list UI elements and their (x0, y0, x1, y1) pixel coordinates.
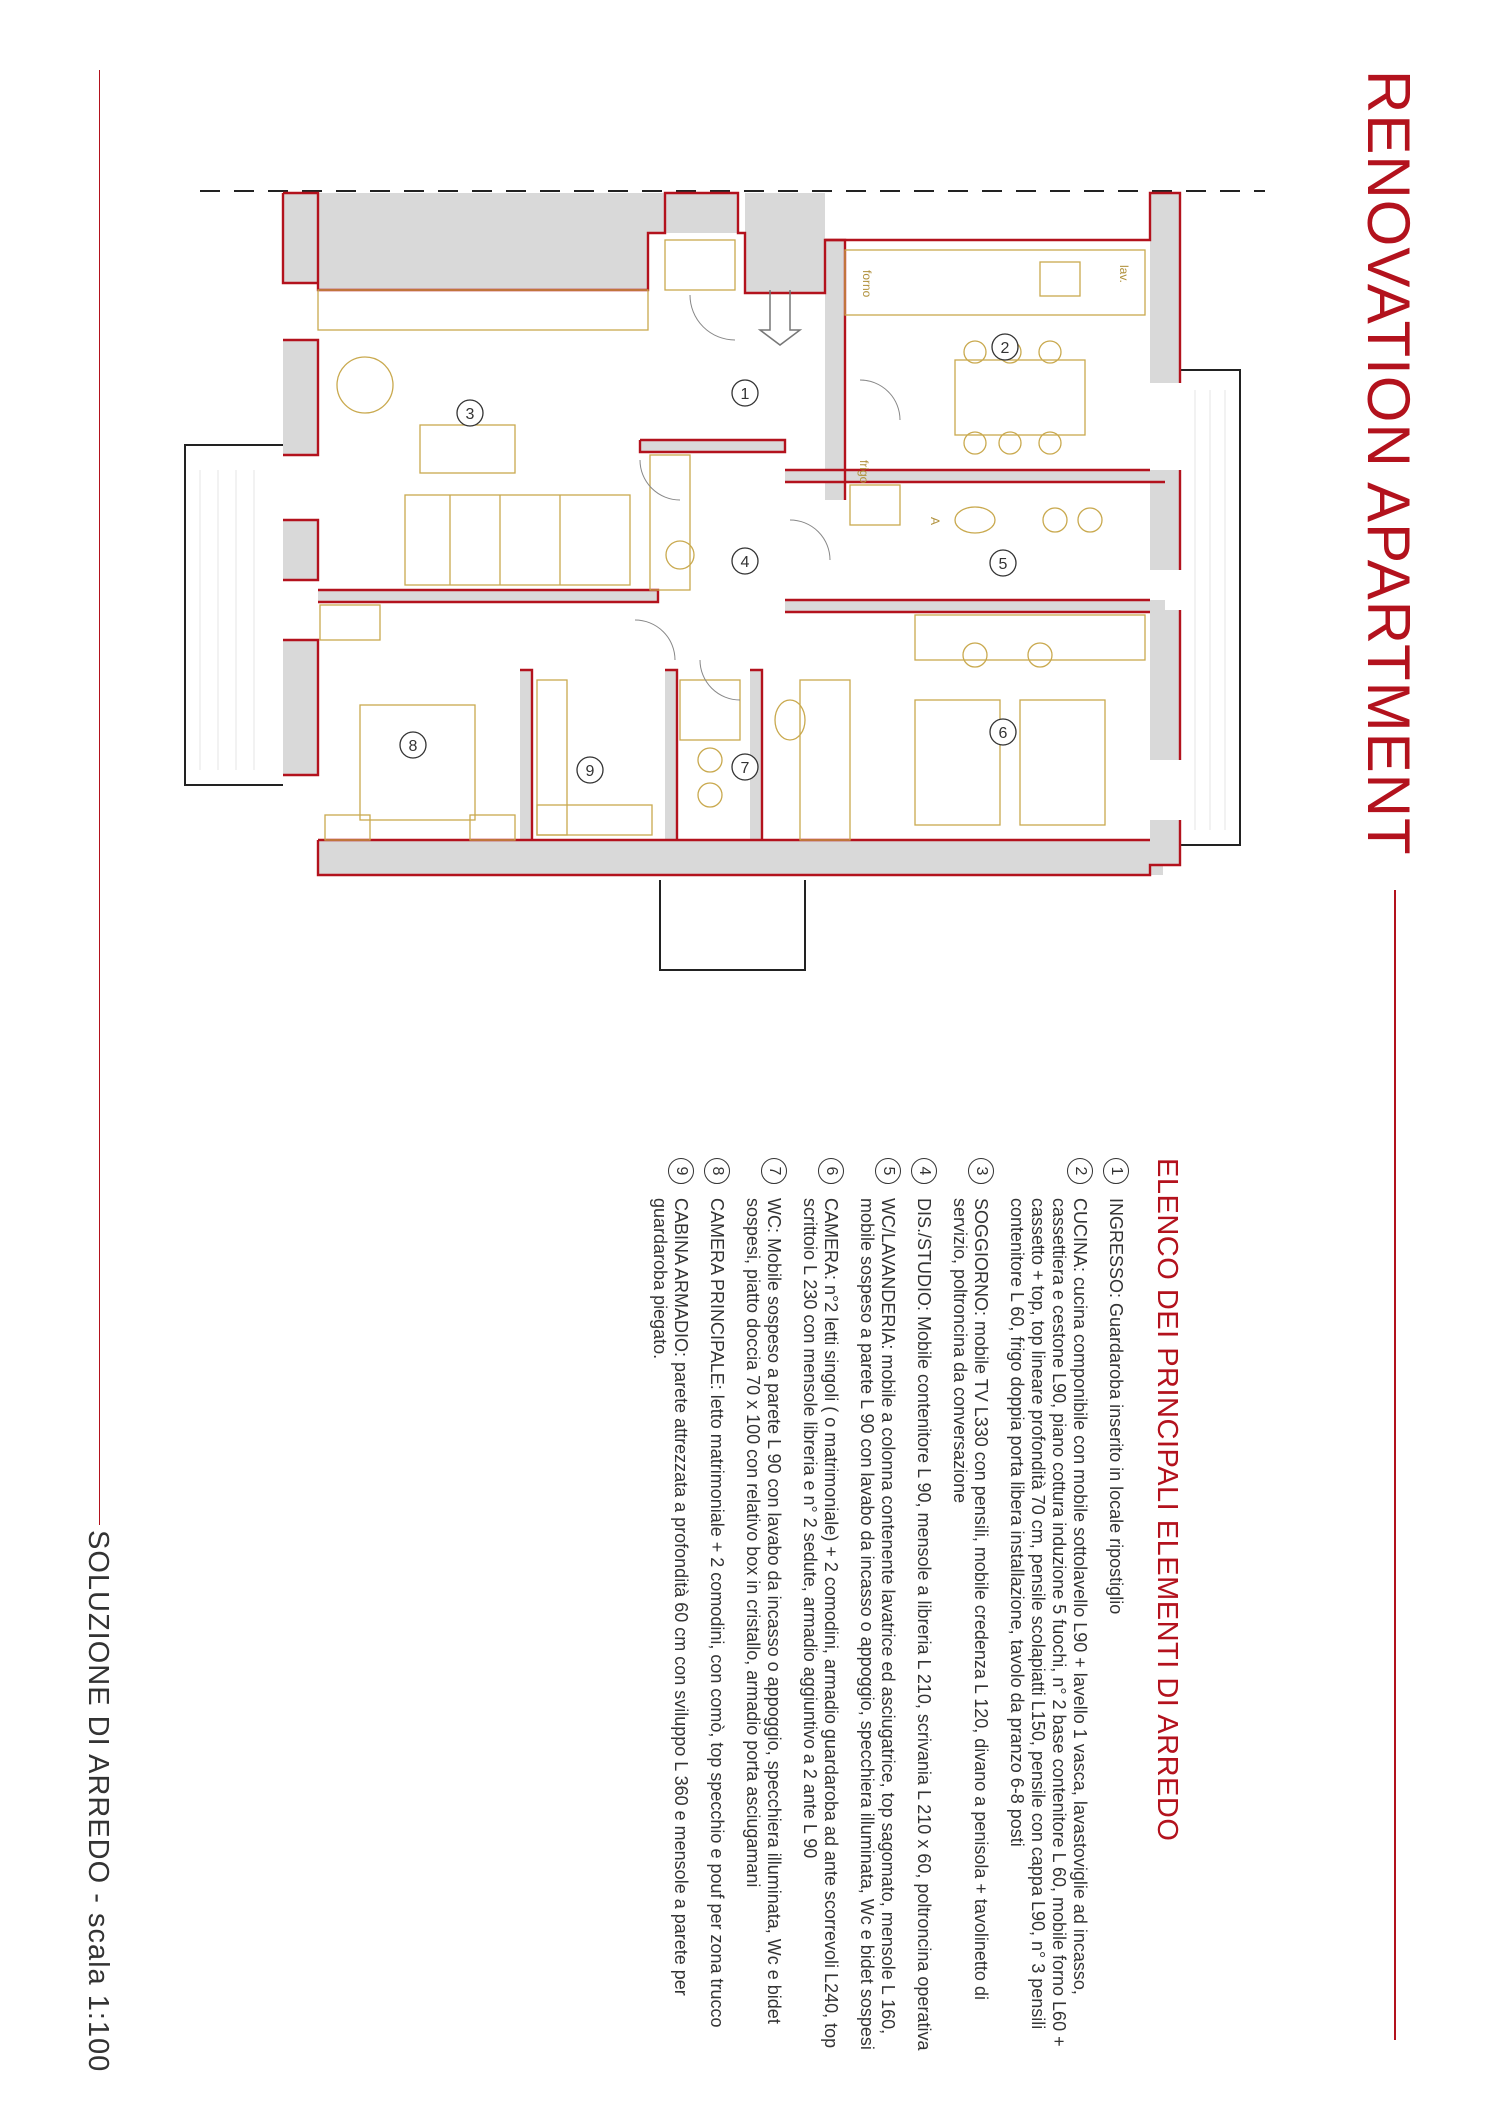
legend-item-name: WC: (764, 1198, 784, 1233)
svg-text:7: 7 (740, 760, 750, 777)
balcony-bottom (660, 880, 805, 970)
footer-title: SOLUZIONE DI ARREDO - scala 1:100 (82, 1530, 114, 2073)
bedside-1 (325, 815, 370, 840)
svg-text:4: 4 (740, 554, 750, 571)
legend-item-number: 8 (704, 1158, 730, 1184)
legend-item-name: WC/LAVANDERIA: (878, 1198, 898, 1350)
legend-item-number: 5 (875, 1158, 901, 1184)
room-number-2 (992, 334, 1018, 360)
legend-heading: ELENCO DEI PRINCIPALI ELEMENTI DI ARREDO (1151, 1158, 1183, 1842)
dresser (320, 605, 380, 640)
closet-shelving-bottom (537, 805, 652, 835)
bedroom6-wardrobe (800, 680, 850, 840)
walls-fill (283, 193, 1180, 875)
bedroom6-desk (915, 615, 1145, 660)
kitchen-counter (845, 250, 1145, 315)
room-number-5 (990, 550, 1016, 576)
legend-item-number: 2 (1067, 1158, 1093, 1184)
room-number-7 (732, 754, 758, 780)
plan-labels (857, 265, 1131, 525)
study-desk (650, 455, 690, 590)
svg-text:5: 5 (998, 556, 1008, 573)
room-number-1 (732, 380, 758, 406)
bedside-2 (470, 815, 515, 840)
room-number-8 (400, 732, 426, 758)
legend-item-number: 6 (818, 1158, 844, 1184)
legend-item-text: cucina componibile con mobile sottolavello L90 + lavello 1 vasca, lavastoviglie ad incasso, cassettiera e cestone L90, piano cottura induzione 5 fuochi, n° 2 base contenitore L 60, mobile forno L60 + cassetto + top, top lineare profondità 70 cm, pensile scolapiatti L150, pensile con cappa L90, n° 3 pensili contenitore L 60, frigo doppia porta libera installazione, tavolo da pranzo 6-8 posti (1007, 1198, 1090, 2047)
legend-item-text: mobile TV L330 con pensili, mobile credenza L 120, divano a penisola + tavolinetto di servizio, poltroncina da conversazione (950, 1198, 991, 2000)
page-title: RENOVATION APARTMENT (1355, 70, 1422, 856)
room-number-3 (457, 400, 483, 426)
armchair (337, 357, 393, 413)
room-number-6 (990, 719, 1016, 745)
tv-unit (318, 290, 648, 330)
kitchen-sink (1040, 262, 1080, 296)
entrance-arrow-icon (760, 290, 800, 345)
legend-item-name: SOGGIORNO: (971, 1198, 991, 1317)
legend-item-number: 3 (968, 1158, 994, 1184)
legend-item-text: Mobile sospeso a parete L 90 con lavabo da incasso o appoggio, specchiera illuminata, Wc e bidet sospesi, piatto doccia 70 x 100 con relativo box in cristallo, armadio porta asciugamani (743, 1198, 784, 2024)
closet-shelving (537, 680, 567, 835)
legend-item-number: 9 (668, 1158, 694, 1184)
legend-item-name: DIS./STUDIO: (914, 1198, 934, 1312)
bed-single-2 (1020, 700, 1105, 825)
legend-item-text: Mobile contenitore L 90, mensole a libreria L 210, scrivania L 210 x 60, poltroncina operativa (914, 1311, 934, 2051)
legend-item-number: 1 (1103, 1158, 1129, 1184)
legend-item-text: mobile a colonna contenente lavatrice ed asciugatrice, top sagomato, mensole L 160, mobile sospeso a parete L 90 con lavabo da incasso o appoggio, specchiera illuminata, Wc e bidet sospesi (857, 1198, 898, 2050)
oven-label: forno (860, 270, 874, 298)
svg-text:3: 3 (465, 406, 475, 423)
svg-text:8: 8 (408, 738, 418, 755)
entrance-wardrobe (665, 240, 735, 290)
legend-item-name: CUCINA: (1070, 1198, 1090, 1273)
double-bed (360, 705, 475, 820)
sink-label: lav. (1117, 265, 1131, 283)
laundry-basin (955, 507, 995, 533)
fridge-label: frigo (857, 460, 871, 484)
bed-single-1 (915, 700, 1000, 825)
coffee-table (420, 425, 515, 473)
svg-text:1: 1 (740, 386, 750, 403)
sofa (405, 495, 630, 585)
furniture (318, 240, 1145, 840)
svg-text:2: 2 (1000, 340, 1010, 357)
room-number-9 (577, 757, 603, 783)
svg-text:9: 9 (585, 763, 595, 780)
legend-item-number: 7 (761, 1158, 787, 1184)
door-swings (635, 295, 900, 700)
laundry-column (850, 485, 900, 525)
room-number-4 (732, 548, 758, 574)
walls-outline (283, 193, 1180, 875)
dining-table (955, 360, 1085, 435)
legend-item-name: INGRESSO: (1106, 1198, 1126, 1299)
room-numbers (400, 334, 1018, 783)
svg-text:6: 6 (998, 725, 1008, 742)
legend-item-name: CABINA ARMADIO: (671, 1198, 691, 1358)
legend-item-name: CAMERA PRINCIPALE: (707, 1198, 727, 1390)
legend-item-name: CAMERA: (821, 1198, 841, 1281)
washer-label: A (928, 517, 942, 526)
legend-item-text: letto matrimoniale + 2 comodini, con comò, top specchio e pouf per zona trucco (707, 1389, 727, 2028)
legend-item-text: n°2 letti singoli ( o matrimoniale) + 2 comodini, armadio guardaroba ad ante scorrevoli L240, top scrittoio L 230 con mensole libreria e n° 2 sedute, armadio aggiuntivo a 2 ante L 90 (800, 1198, 841, 2049)
shower (680, 680, 740, 740)
legend-item-text: Guardaroba inserito in locale ripostiglio (1106, 1298, 1126, 1615)
legend-item-number: 4 (911, 1158, 937, 1184)
legend-item-text: parete attrezzata a profondità 60 cm con sviluppo L 360 e mensole a parete per guardaroba piegato. (650, 1198, 691, 1996)
